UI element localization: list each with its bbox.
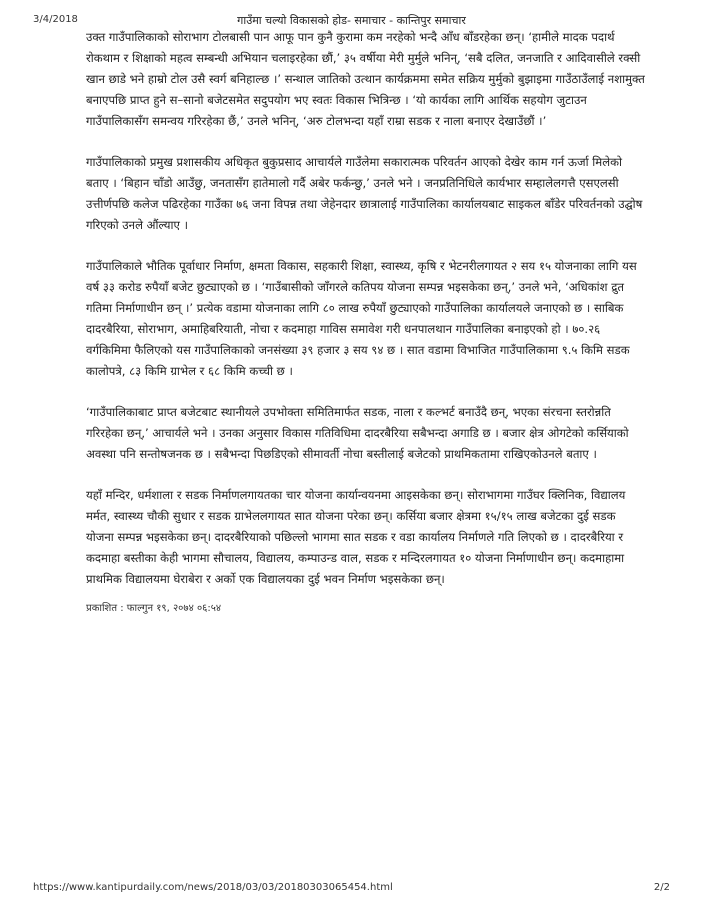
published-date: प्रकाशित : फाल्गुन १९, २०७४ ०६:५४ bbox=[86, 603, 222, 614]
article-paragraph: यहाँ मन्दिर, धर्मशाला र सडक निर्माणलगायतका चार योजना कार्यान्वयनमा आइसकेका छन्। सोराभागमा गाउँघर क्लिनिक, विद्यालय मर्मत, स्वास्थ्य चौकी सुधार र सडक ग्राभेललगायत सात योजना परेका छन्। कर्सिया बजार क्षेत्रमा १५/१५ लाख बजेटका दुई सडक योजना सम्पन्न भइसकेका छन्। दादरबैरियाको पछिल्लो भागमा सात सडक र वडा कार्यालय निर्माणले गति लिएको छ । दादरबैरिया र कदमाहा बस्तीका केही भागमा सौचालय, विद्यालय, कम्पाउन्ड वाल, सडक र मन्दिरलगायत १० योजना निर्माणाधीन छन्। कदमाहामा प्राथमिक विद्यालयमा घेराबेरा र अर्को एक विद्यालयका दुई भवन निर्माण भइसकेका छन्। bbox=[86, 488, 626, 586]
print-url: https://www.kantipurdaily.com/news/2018/03/03/20180303065454.html bbox=[33, 882, 393, 893]
article-paragraph: गाउँपालिकाले भौतिक पूर्वाधार निर्माण, क्षमता विकास, सहकारी शिक्षा, स्वास्थ्य, कृषि र भेटनरीलगायत २ सय १५ योजनाका लागि यस वर्ष ३३ करोड रुपैयाँ बजेट छुट्याएको छ । ‘गाउँबासीको जाँगरले कतिपय योजना सम्पन्न भइसकेका छन्,’ उनले भने, ‘अधिकांश द्रुत गतिमा निर्माणाधीन छन् ।’ प्रत्येक वडामा योजनाका लागि ८० लाख रुपैयाँ छुट्याएको गाउँपालिका कार्यालयले जनाएको छ । साबिक दादरबैरिया, सोराभाग, अमाहिबरियाती, नोचा र कदमाहा गाविस समावेश गरी धनपालथान गाउँपालिका बनाइएको हो । ७०.२६ वर्गकिमिमा फैलिएको यस गाउँपालिकाको जनसंख्या ३९ हजार ३ सय ९४ छ । सात वडामा विभाजित गाउँपालिकामा ९.५ किमि सडक कालोपत्रे, ८३ किमि ग्राभेल र ६८ किमि कच्ची छ । bbox=[86, 259, 637, 378]
article-body bbox=[86, 27, 646, 614]
page-number: 2/2 bbox=[653, 882, 670, 893]
article-paragraph: गाउँपालिकाको प्रमुख प्रशासकीय अधिकृत बुकुप्रसाद आचार्यले गाउँलेमा सकारात्मक परिवर्तन आएको देखेर काम गर्न ऊर्जा मिलेको बताए । ‘बिहान चाँडो आउँछु, जनतासँग हातेमालो गर्दै अबेर फर्कन्छु,’ उनले भने । जनप्रतिनिधिले कार्यभार सम्हालेलगत्तै एसएलसी उत्तीर्णपछि कलेज पढिरहेका गाउँका ७६ जना विपन्न तथा जेहेनदार छात्रालाई गाउँपालिका कार्यालयबाट साइकल बाँडेर परिवर्तनको उद्घोष गरिएको उनले औंल्याए । bbox=[86, 155, 643, 232]
article-paragraph: ‘गाउँपालिकाबाट प्राप्त बजेटबाट स्थानीयले उपभोक्ता समितिमार्फत सडक, नाला र कल्भर्ट बनाउँदै छन्, भएका संरचना स्तरोन्नति गरिरहेका छन्,’ आचार्यले भने । उनका अनुसार विकास गतिविधिमा दादरबैरिया सबैभन्दा अगाडि छ । बजार क्षेत्र ओगटेको कर्सियाको अवस्था पनि सन्तोषजनक छ । सबैभन्दा पिछडिएको सीमावर्ती नोचा बस्तीलाई बजेटको प्राथमिकतामा राखिएकोउनले बताए । bbox=[86, 405, 629, 461]
article-paragraph: उक्त गाउँपालिकाको सोराभाग टोलबासी पान आफू पान कुनै कुरामा कम नरहेको भन्दै आँध बाँडरहेका छन्। ‘हामीले मादक पदार्थ रोकथाम र शिक्षाको महत्व सम्बन्धी अभियान चलाइरहेका छौं,’ ३५ वर्षीया मेरी मुर्मुले भनिन्, ‘सबै दलित, जनजाति र आदिवासीले रक्सी खान छाडे भने हाम्रो टोल उसै स्वर्ग बनिहाल्छ ।’ सन्थाल जातिको उत्थान कार्यक्रममा समेत सक्रिय मुर्मुको बुझाइमा गाउँठाउँलाई नशामुक्त बनाएपछि प्राप्त हुने स–सानो बजेटसमेत सदुपयोग भए स्वतः विकास भित्रिन्छ । ‘यो कार्यका लागि आर्थिक सहयोग जुटाउन गाउँपालिकासँग समन्वय गरिरहेका छैं,’ उनले भनिन्, ‘अरु टोलभन्दा यहाँ राम्रा सडक र नाला बनाएर देखाउँछौं ।’ bbox=[86, 30, 645, 128]
print-date: 3/4/2018 bbox=[33, 14, 78, 25]
print-page-title: गाउँमा चल्यो विकासको होड- समाचार - कान्तिपुर समाचार bbox=[237, 14, 466, 27]
